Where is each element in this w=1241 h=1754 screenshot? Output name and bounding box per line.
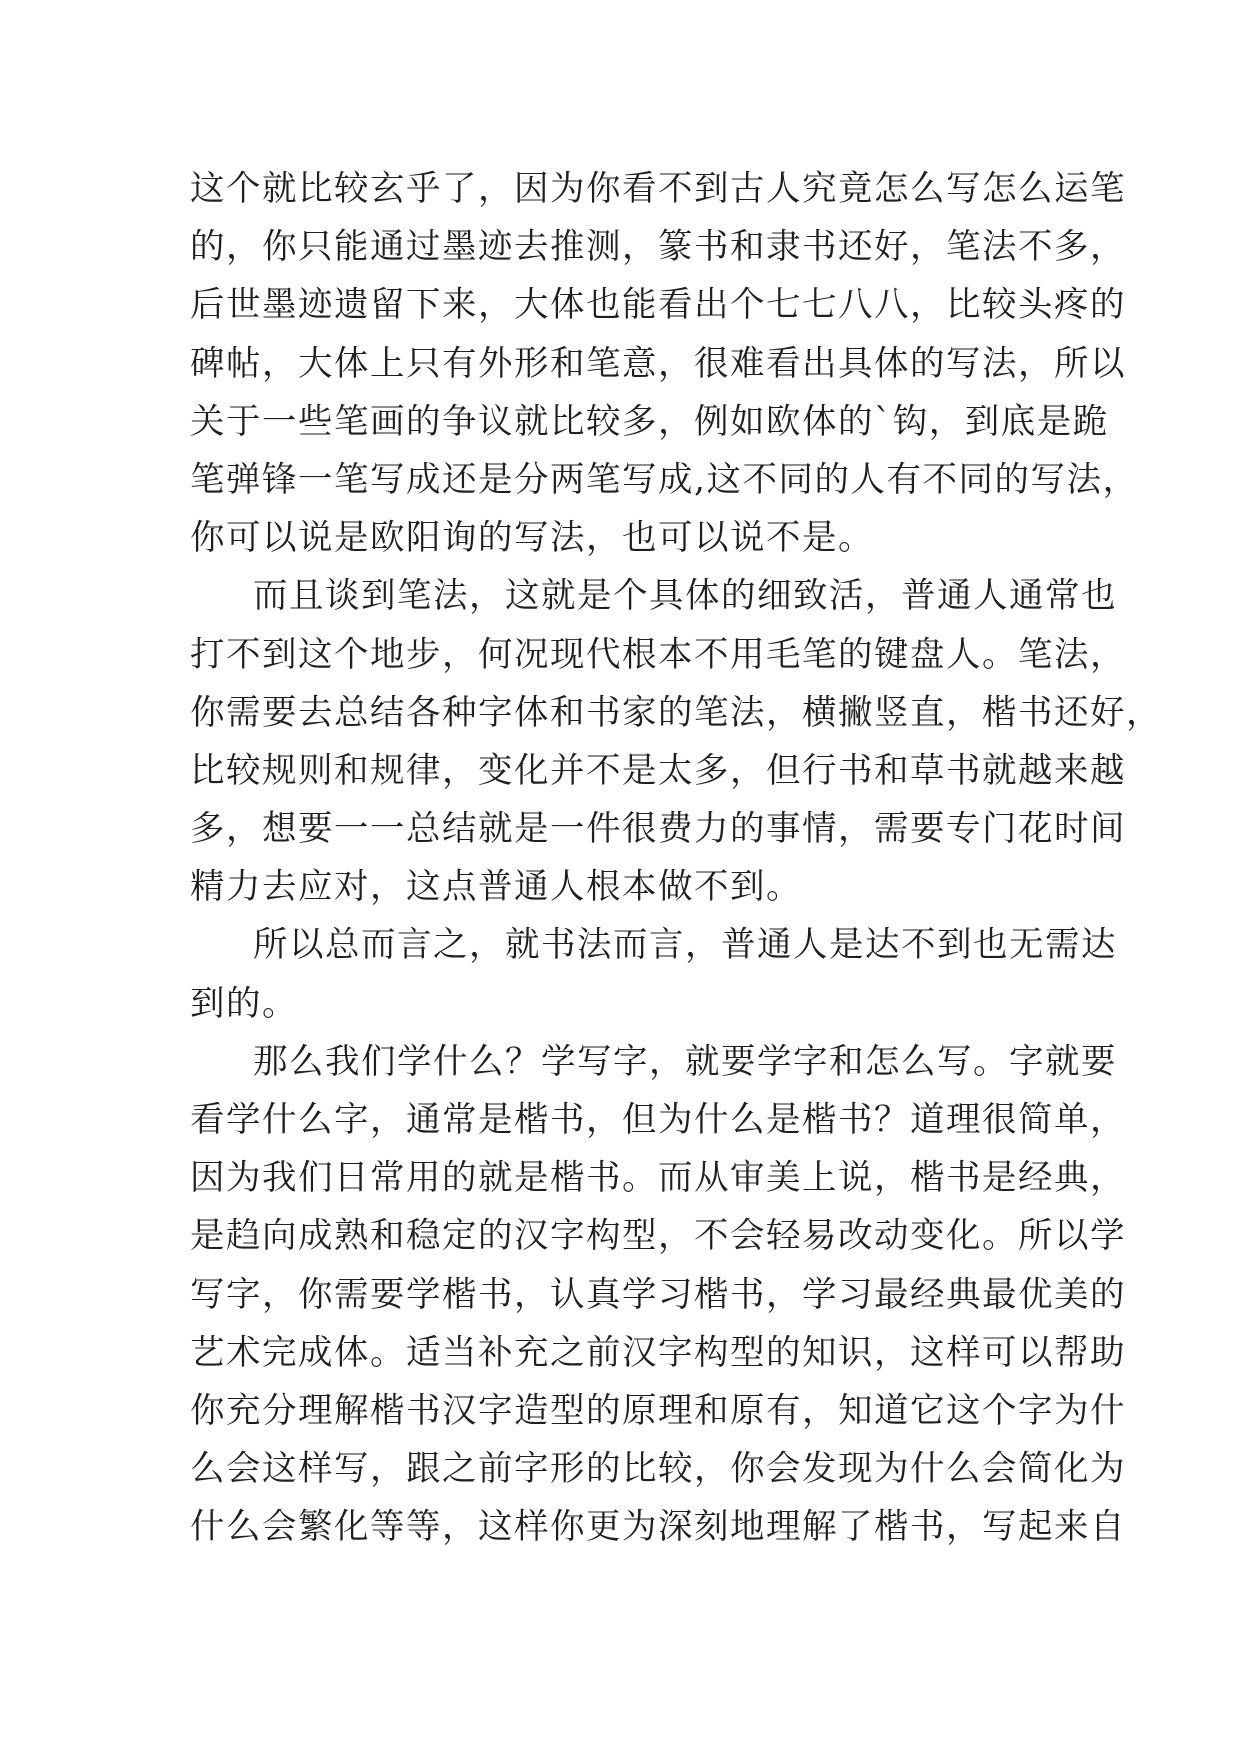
text-line: 因为我们日常用的就是楷书。而从审美上说，楷书是经典， — [190, 1158, 1126, 1199]
text-line: 多，想要一一总结就是一件很费力的事情，需要专门花时间 — [190, 809, 1126, 850]
text-line: 精力去应对，这点普通人根本做不到。 — [190, 867, 802, 908]
text-line: 么会这样写，跟之前字形的比较，你会发现为什么会简化为 — [190, 1449, 1126, 1490]
text-line: 你充分理解楷书汉字造型的原理和原有，知道它这个字为什 — [190, 1390, 1126, 1431]
text-line: 写字，你需要学楷书，认真学习楷书，学习最经典最优美的 — [190, 1274, 1126, 1315]
text-line: 你可以说是欧阳询的写法，也可以说不是。 — [190, 518, 874, 559]
text-line: 比较规则和规律，变化并不是太多，但行书和草书就越来越 — [190, 750, 1126, 791]
text-line: 而且谈到笔法，这就是个具体的细致活，普通人通常也 — [253, 576, 1117, 617]
text-line: 看学什么字，通常是楷书，但为什么是楷书？道理很简单， — [190, 1100, 1126, 1140]
text-line: 的，你只能通过墨迹去推测，篆书和隶书还好，笔法不多， — [190, 227, 1126, 268]
text-line: 你需要去总结各种字体和书家的笔法，横撇竖直，楷书还好， — [190, 692, 1162, 733]
text-line: 到的。 — [190, 983, 298, 1024]
body-text — [190, 160, 1162, 1557]
text-line: 那么我们学什么？学写字，就要学字和怎么写。字就要 — [253, 1041, 1117, 1082]
text-line: 笔弹锋一笔写成还是分两笔写成,这不同的人有不同的写法， — [190, 459, 1139, 500]
text-line: 什么会繁化等等，这样你更为深刻地理解了楷书，写起来自 — [190, 1507, 1126, 1548]
text-line: 碑帖，大体上只有外形和笔意，很难看出具体的写法，所以 — [190, 343, 1126, 384]
text-line: 艺术完成体。适当补充之前汉字构型的知识，这样可以帮助 — [190, 1332, 1126, 1373]
text-line: 打不到这个地步，何况现代根本不用毛笔的键盘人。笔法， — [190, 634, 1126, 675]
text-line: 是趋向成熟和稳定的汉字构型，不会轻易改动变化。所以学 — [190, 1216, 1126, 1257]
text-line: 关于一些笔画的争议就比较多，例如欧体的`钩，到底是跪 — [190, 401, 1109, 442]
text-line: 所以总而言之，就书法而言，普通人是达不到也无需达 — [253, 925, 1117, 966]
text-line: 这个就比较玄乎了，因为你看不到古人究竟怎么写怎么运笔 — [190, 169, 1126, 209]
text-line: 后世墨迹遗留下来，大体也能看出个七七八八，比较头疼的 — [190, 285, 1126, 326]
